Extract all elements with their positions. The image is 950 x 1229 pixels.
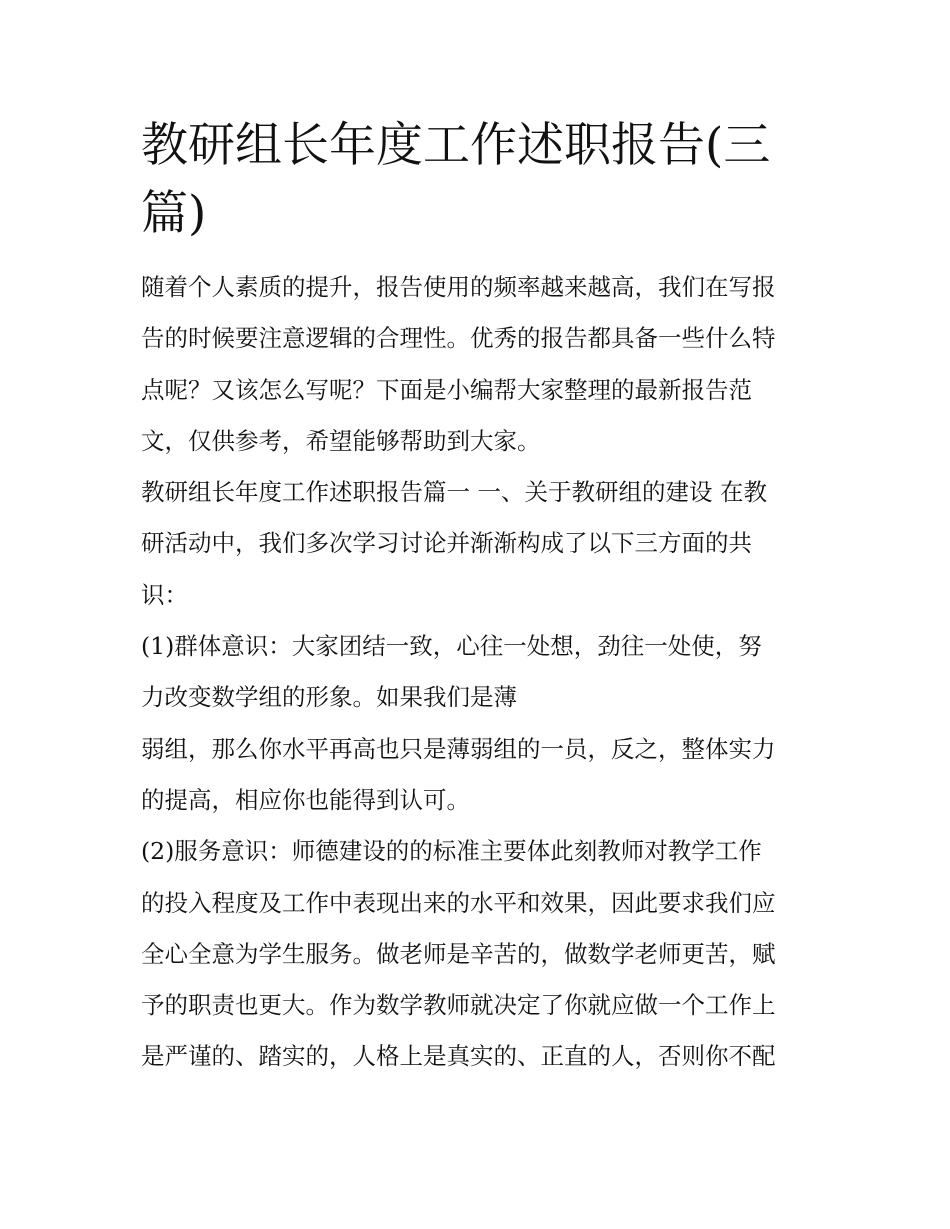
body-line: 随着个人素质的提升，报告使用的频率越来越高，我们在写报 (141, 273, 776, 301)
document-page (141, 112, 816, 1083)
body-line: 研活动中，我们多次学习讨论并渐渐构成了以下三方面的共 (141, 529, 752, 558)
body-line: 教研组长年度工作述职报告篇一 一、关于教研组的建设 在教 (141, 478, 767, 507)
body-line: 力改变数学组的形象。如果我们是薄 (141, 683, 517, 712)
body-line: 弱组，那么你水平再高也只是薄弱组的一员，反之，整体实力 (141, 734, 776, 763)
body-line: 的投入程度及工作中表现出来的水平和效果，因此要求我们应 (141, 888, 776, 917)
body-line: 是严谨的、踏实的，人格上是真实的、正直的人，否则你不配 (141, 1042, 776, 1071)
body-line: 告的时候要注意逻辑的合理性。优秀的报告都具备一些什么特 (141, 324, 776, 353)
document-body (141, 262, 816, 1083)
body-line: 识： (141, 580, 188, 609)
body-line: 文，仅供参考，希望能够帮助到大家。 (141, 426, 541, 455)
body-line: (2)服务意识：师德建设的的标准主要体此刻教师对教学工作 (141, 837, 762, 866)
document-title (141, 112, 816, 248)
body-line: 予的职责也更大。作为数学教师就决定了你就应做一个工作上 (141, 991, 776, 1020)
title-line-1: 教研组长年度工作述职报告(三 (141, 118, 771, 173)
body-line: 点呢？又该怎么写呢？下面是小编帮大家整理的最新报告范 (141, 375, 752, 404)
title-line-2: 篇) (141, 186, 207, 241)
body-line: (1)群体意识：大家团结一致，心往一处想，劲往一处使，努 (141, 632, 762, 661)
body-line: 的提高，相应你也能得到认可。 (141, 785, 470, 814)
body-line: 全心全意为学生服务。做老师是辛苦的，做数学老师更苦，赋 (141, 939, 776, 968)
